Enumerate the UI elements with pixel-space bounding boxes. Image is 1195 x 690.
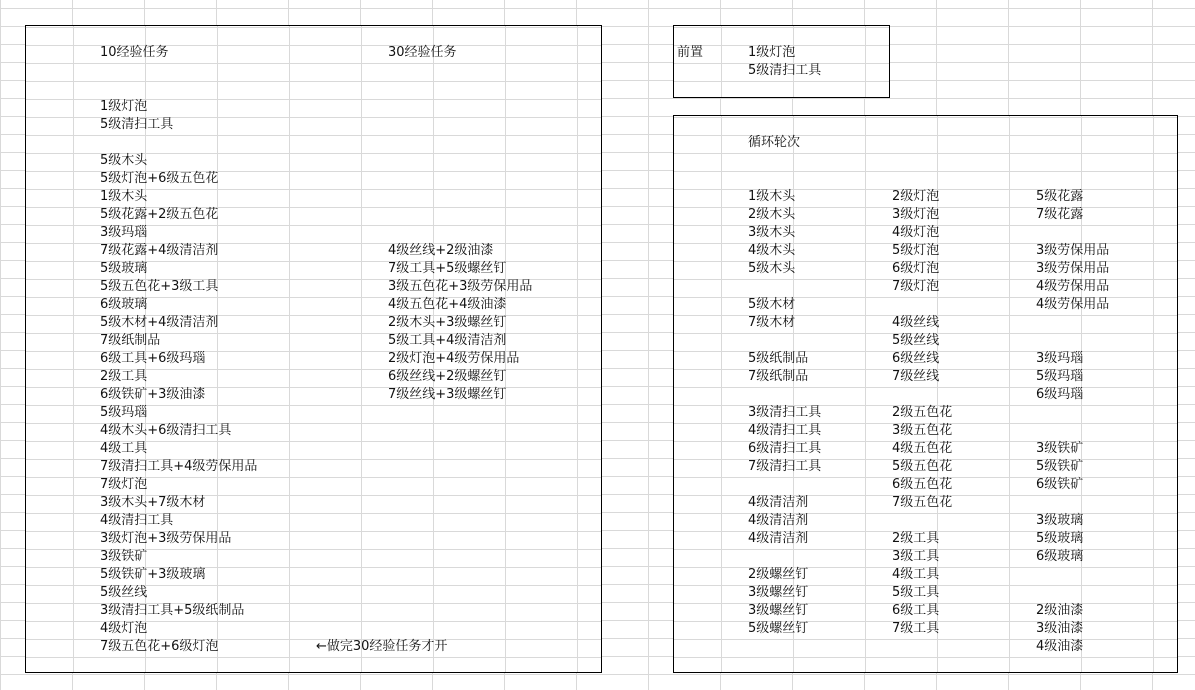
cycle-item: 2级五色花 — [892, 405, 953, 420]
exp10-task-item: 5级玻璃 — [100, 261, 148, 276]
cycle-item: 4级劳保用品 — [1036, 297, 1110, 312]
exp10-task-item: 4级灯泡 — [100, 621, 148, 636]
cycle-item — [748, 548, 821, 566]
cycle-item — [1036, 224, 1109, 242]
cycle-item — [1036, 566, 1109, 584]
exp30-task-item: 2级木头+3级螺丝钉 — [388, 315, 507, 330]
prerequisite-box — [673, 25, 890, 98]
prerequisite-item: 5级清扫工具 — [748, 63, 822, 78]
prerequisite-label: 前置 — [677, 45, 704, 60]
exp10-task-item: 4级工具 — [100, 441, 148, 456]
cycle-item — [748, 332, 821, 350]
cycle-item: 3级木头 — [748, 225, 796, 240]
header-30-exp: 30经验任务 — [388, 45, 457, 60]
exp10-task-item: 5级清扫工具 — [100, 117, 174, 132]
exp10-task-item: 2级工具 — [100, 369, 148, 384]
cycle-item — [892, 512, 952, 530]
cycle-item: 3级玛瑙 — [1036, 351, 1084, 366]
cycle-item: 2级灯泡 — [892, 189, 940, 204]
task-list-box — [25, 25, 602, 673]
cycle-column-1 — [748, 188, 821, 638]
exp10-task-column — [100, 98, 257, 656]
cycle-item: 4级工具 — [892, 567, 940, 582]
exp30-task-item: 6级丝线+2级螺丝钉 — [388, 369, 507, 384]
exp30-task-column — [388, 242, 532, 404]
cycle-item: 2级工具 — [892, 531, 940, 546]
exp10-task-item: 6级玻璃 — [100, 297, 148, 312]
cycle-item: 3级五色花 — [892, 423, 953, 438]
cycle-item: 6级铁矿 — [1036, 477, 1084, 492]
exp30-task-item: 4级丝线+2级油漆 — [388, 243, 494, 258]
exp10-task-item: 4级木头+6级清扫工具 — [100, 423, 232, 438]
exp10-task-item: 7级灯泡 — [100, 477, 148, 492]
cycle-rounds-box — [673, 115, 1178, 673]
cycle-column-3 — [1036, 188, 1109, 656]
cycle-item: 7级花露 — [1036, 207, 1084, 222]
cycle-item: 4级清洁剂 — [748, 513, 809, 528]
exp10-task-item: 5级铁矿+3级玻璃 — [100, 567, 206, 582]
cycle-item: 2级螺丝钉 — [748, 567, 809, 582]
cycle-item — [1036, 422, 1109, 440]
cycle-item: 3级劳保用品 — [1036, 261, 1110, 276]
cycle-item: 7级灯泡 — [892, 279, 940, 294]
cycle-item: 3级工具 — [892, 549, 940, 564]
exp10-task-item: 5级灯泡+6级五色花 — [100, 171, 219, 186]
exp10-task-item: 5级木头 — [100, 153, 148, 168]
cycle-item: 4级清洁剂 — [748, 531, 809, 546]
exp30-task-item: 3级五色花+3级劳保用品 — [388, 279, 533, 294]
unlock-note: ←做完30经验任务才开 — [316, 639, 448, 654]
exp30-task-item: 5级工具+4级清洁剂 — [388, 333, 507, 348]
cycle-item: 5级铁矿 — [1036, 459, 1084, 474]
exp10-task-item: 5级玛瑙 — [100, 405, 148, 420]
cycle-item — [1036, 332, 1109, 350]
cycle-item: 4级灯泡 — [892, 225, 940, 240]
cycle-item: 2级木头 — [748, 207, 796, 222]
cycle-item: 1级木头 — [748, 189, 796, 204]
cycle-item: 2级油漆 — [1036, 603, 1084, 618]
cycle-item: 5级螺丝钉 — [748, 621, 809, 636]
exp10-task-item: 7级五色花+6级灯泡 — [100, 639, 219, 654]
exp10-task-item: 7级花露+4级清洁剂 — [100, 243, 219, 258]
cycle-item: 7级工具 — [892, 621, 940, 636]
exp10-task-item: 1级木头 — [100, 189, 148, 204]
exp10-task-item: 7级清扫工具+4级劳保用品 — [100, 459, 258, 474]
exp10-task-item: 4级清扫工具 — [100, 513, 174, 528]
cycle-item: 5级灯泡 — [892, 243, 940, 258]
exp10-task-item: 5级丝线 — [100, 585, 148, 600]
exp10-task-item: 5级木材+4级清洁剂 — [100, 315, 219, 330]
cycle-item: 4级丝线 — [892, 315, 940, 330]
cycle-item: 6级五色花 — [892, 477, 953, 492]
cycle-item: 4级油漆 — [1036, 639, 1084, 654]
cycle-title: 循环轮次 — [748, 135, 801, 150]
cycle-item: 4级劳保用品 — [1036, 279, 1110, 294]
cycle-item — [748, 386, 821, 404]
cycle-item — [748, 476, 821, 494]
cycle-item: 3级清扫工具 — [748, 405, 822, 420]
exp10-task-item: 3级清扫工具+5级纸制品 — [100, 603, 245, 618]
cycle-item: 3级螺丝钉 — [748, 603, 809, 618]
cycle-item: 5级木材 — [748, 297, 796, 312]
cycle-item: 5级花露 — [1036, 189, 1084, 204]
exp10-task-item: 5级五色花+3级工具 — [100, 279, 219, 294]
cycle-item: 5级五色花 — [892, 459, 953, 474]
exp10-task-item: 3级灯泡+3级劳保用品 — [100, 531, 232, 546]
exp10-task-item: 3级木头+7级木材 — [100, 495, 206, 510]
cycle-item: 4级清洁剂 — [748, 495, 809, 510]
exp10-task-item: 1级灯泡 — [100, 99, 148, 114]
exp30-task-item: 7级丝线+3级螺丝钉 — [388, 387, 507, 402]
cycle-item: 5级玻璃 — [1036, 531, 1084, 546]
cycle-item — [1036, 404, 1109, 422]
exp10-task-item: 5级花露+2级五色花 — [100, 207, 219, 222]
cycle-item — [1036, 494, 1109, 512]
cycle-item: 3级灯泡 — [892, 207, 940, 222]
cycle-item: 7级丝线 — [892, 369, 940, 384]
prerequisite-item: 1级灯泡 — [748, 45, 796, 60]
exp10-task-item: 6级铁矿+3级油漆 — [100, 387, 206, 402]
cycle-item: 3级铁矿 — [1036, 441, 1084, 456]
cycle-item: 7级木材 — [748, 315, 796, 330]
exp30-task-item: 2级灯泡+4级劳保用品 — [388, 351, 520, 366]
cycle-item: 3级劳保用品 — [1036, 243, 1110, 258]
cycle-item: 6级灯泡 — [892, 261, 940, 276]
cycle-item — [1036, 584, 1109, 602]
exp30-task-item: 4级五色花+4级油漆 — [388, 297, 507, 312]
cycle-item — [748, 278, 821, 296]
cycle-column-2 — [892, 188, 952, 638]
exp10-task-item: 3级玛瑙 — [100, 225, 148, 240]
cycle-item: 5级木头 — [748, 261, 796, 276]
cycle-item — [892, 296, 952, 314]
cycle-item: 3级油漆 — [1036, 621, 1084, 636]
cycle-item: 6级清扫工具 — [748, 441, 822, 456]
cycle-item — [1036, 314, 1109, 332]
cycle-item: 4级五色花 — [892, 441, 953, 456]
exp30-task-item: 7级工具+5级螺丝钉 — [388, 261, 507, 276]
cycle-item: 7级纸制品 — [748, 369, 809, 384]
cycle-item: 6级工具 — [892, 603, 940, 618]
exp10-task-item — [100, 134, 257, 152]
cycle-item: 7级清扫工具 — [748, 459, 822, 474]
cycle-item: 7级五色花 — [892, 495, 953, 510]
exp10-task-item: 3级铁矿 — [100, 549, 148, 564]
cycle-item: 6级玻璃 — [1036, 549, 1084, 564]
cycle-item: 5级丝线 — [892, 333, 940, 348]
exp10-task-item: 6级工具+6级玛瑙 — [100, 351, 206, 366]
cycle-item: 4级木头 — [748, 243, 796, 258]
cycle-item: 6级丝线 — [892, 351, 940, 366]
cycle-item: 5级工具 — [892, 585, 940, 600]
exp10-task-item: 7级纸制品 — [100, 333, 161, 348]
cycle-item: 5级玛瑙 — [1036, 369, 1084, 384]
cycle-item: 4级清扫工具 — [748, 423, 822, 438]
cycle-item: 5级纸制品 — [748, 351, 809, 366]
header-10-exp: 10经验任务 — [100, 45, 169, 60]
cycle-item: 3级螺丝钉 — [748, 585, 809, 600]
cycle-item — [892, 386, 952, 404]
cycle-item: 6级玛瑙 — [1036, 387, 1084, 402]
cycle-item: 3级玻璃 — [1036, 513, 1084, 528]
